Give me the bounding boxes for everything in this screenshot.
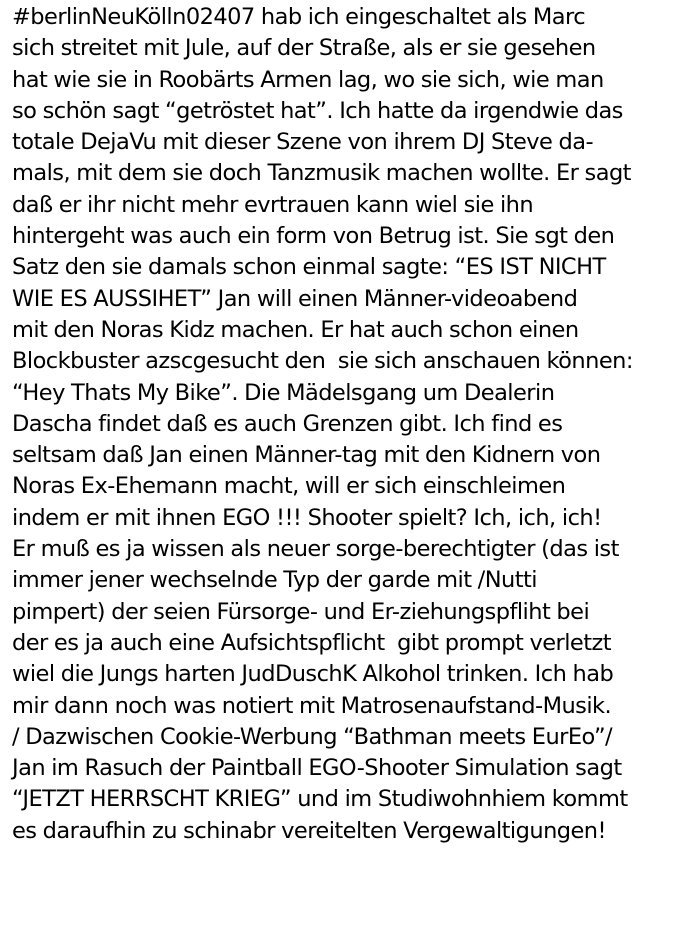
text-line: “Hey Thats My Bike”. Die Mädelsgang um Dealerin (12, 379, 555, 406)
text-line: WIE ES AUSSIHET” Jan will einen Männer-videoabend (12, 285, 578, 312)
body-text (12, 2, 680, 847)
text-line: der es ja auch eine Aufsichtspflicht gibt prompt verletzt (12, 629, 612, 656)
text-line: hat wie sie in Roobärts Armen lag, wo sie sich, wie man (12, 66, 604, 93)
text-line: so schön sagt “getröstet hat”. Ich hatte da irgendwie das (12, 97, 623, 124)
text-line: es daraufhin zu schinabr vereitelten Vergewaltigungen! (12, 817, 606, 844)
text-line: mir dann noch was notiert mit Matrosenaufstand-Musik. (12, 692, 612, 719)
text-line: mit den Noras Kidz machen. Er hat auch schon einen (12, 316, 579, 343)
text-line: immer jener wechselnde Typ der garde mit /Nutti (12, 567, 537, 594)
text-line: wiel die Jungs harten JudDuschK Alkohol trinken. Ich hab (12, 661, 614, 688)
text-line: totale DejaVu mit dieser Szene von ihrem DJ Steve da- (12, 129, 594, 156)
text-line: daß er ihr nicht mehr evrtrauen kann wiel sie ihn (12, 191, 534, 218)
text-line: Noras Ex-Ehemann macht, will er sich einschleimen (12, 473, 566, 500)
text-line: Dascha findet daß es auch Grenzen gibt. Ich find es (12, 410, 563, 437)
text-line: Satz den sie damals schon einmal sagte: “ES IST NICHT (12, 254, 606, 281)
text-line: Blockbuster azscgesucht den sie sich anschauen können: (12, 348, 633, 375)
text-line: mals, mit dem sie doch Tanzmusik machen wollte. Er sagt (12, 160, 631, 187)
text-line: sich streitet mit Jule, auf der Straße, als er sie gesehen (12, 35, 596, 62)
text-line: Er muß es ja wissen als neuer sorge-berechtigter (das ist (12, 536, 619, 563)
text-line: “JETZT HERRSCHT KRIEG” und im Studiwohnhiem kommt (12, 786, 628, 813)
text-line: pimpert) der seien Fürsorge- und Er-ziehungspfliht bei (12, 598, 590, 625)
text-line: Jan im Rasuch der Paintball EGO-Shooter Simulation sagt (12, 755, 622, 782)
text-line: indem er mit ihnen EGO !!! Shooter spielt? Ich, ich, ich! (12, 504, 602, 531)
text-line: / Dazwischen Cookie-Werbung “Bathman meets EurEo”/ (12, 723, 613, 750)
text-line: hintergeht was auch ein form von Betrug ist. Sie sgt den (12, 223, 615, 250)
text-line: #berlinNeuKölln02407 hab ich eingeschaltet als Marc (12, 4, 586, 30)
text-line: seltsam daß Jan einen Männer-tag mit den Kidnern von (12, 442, 601, 469)
